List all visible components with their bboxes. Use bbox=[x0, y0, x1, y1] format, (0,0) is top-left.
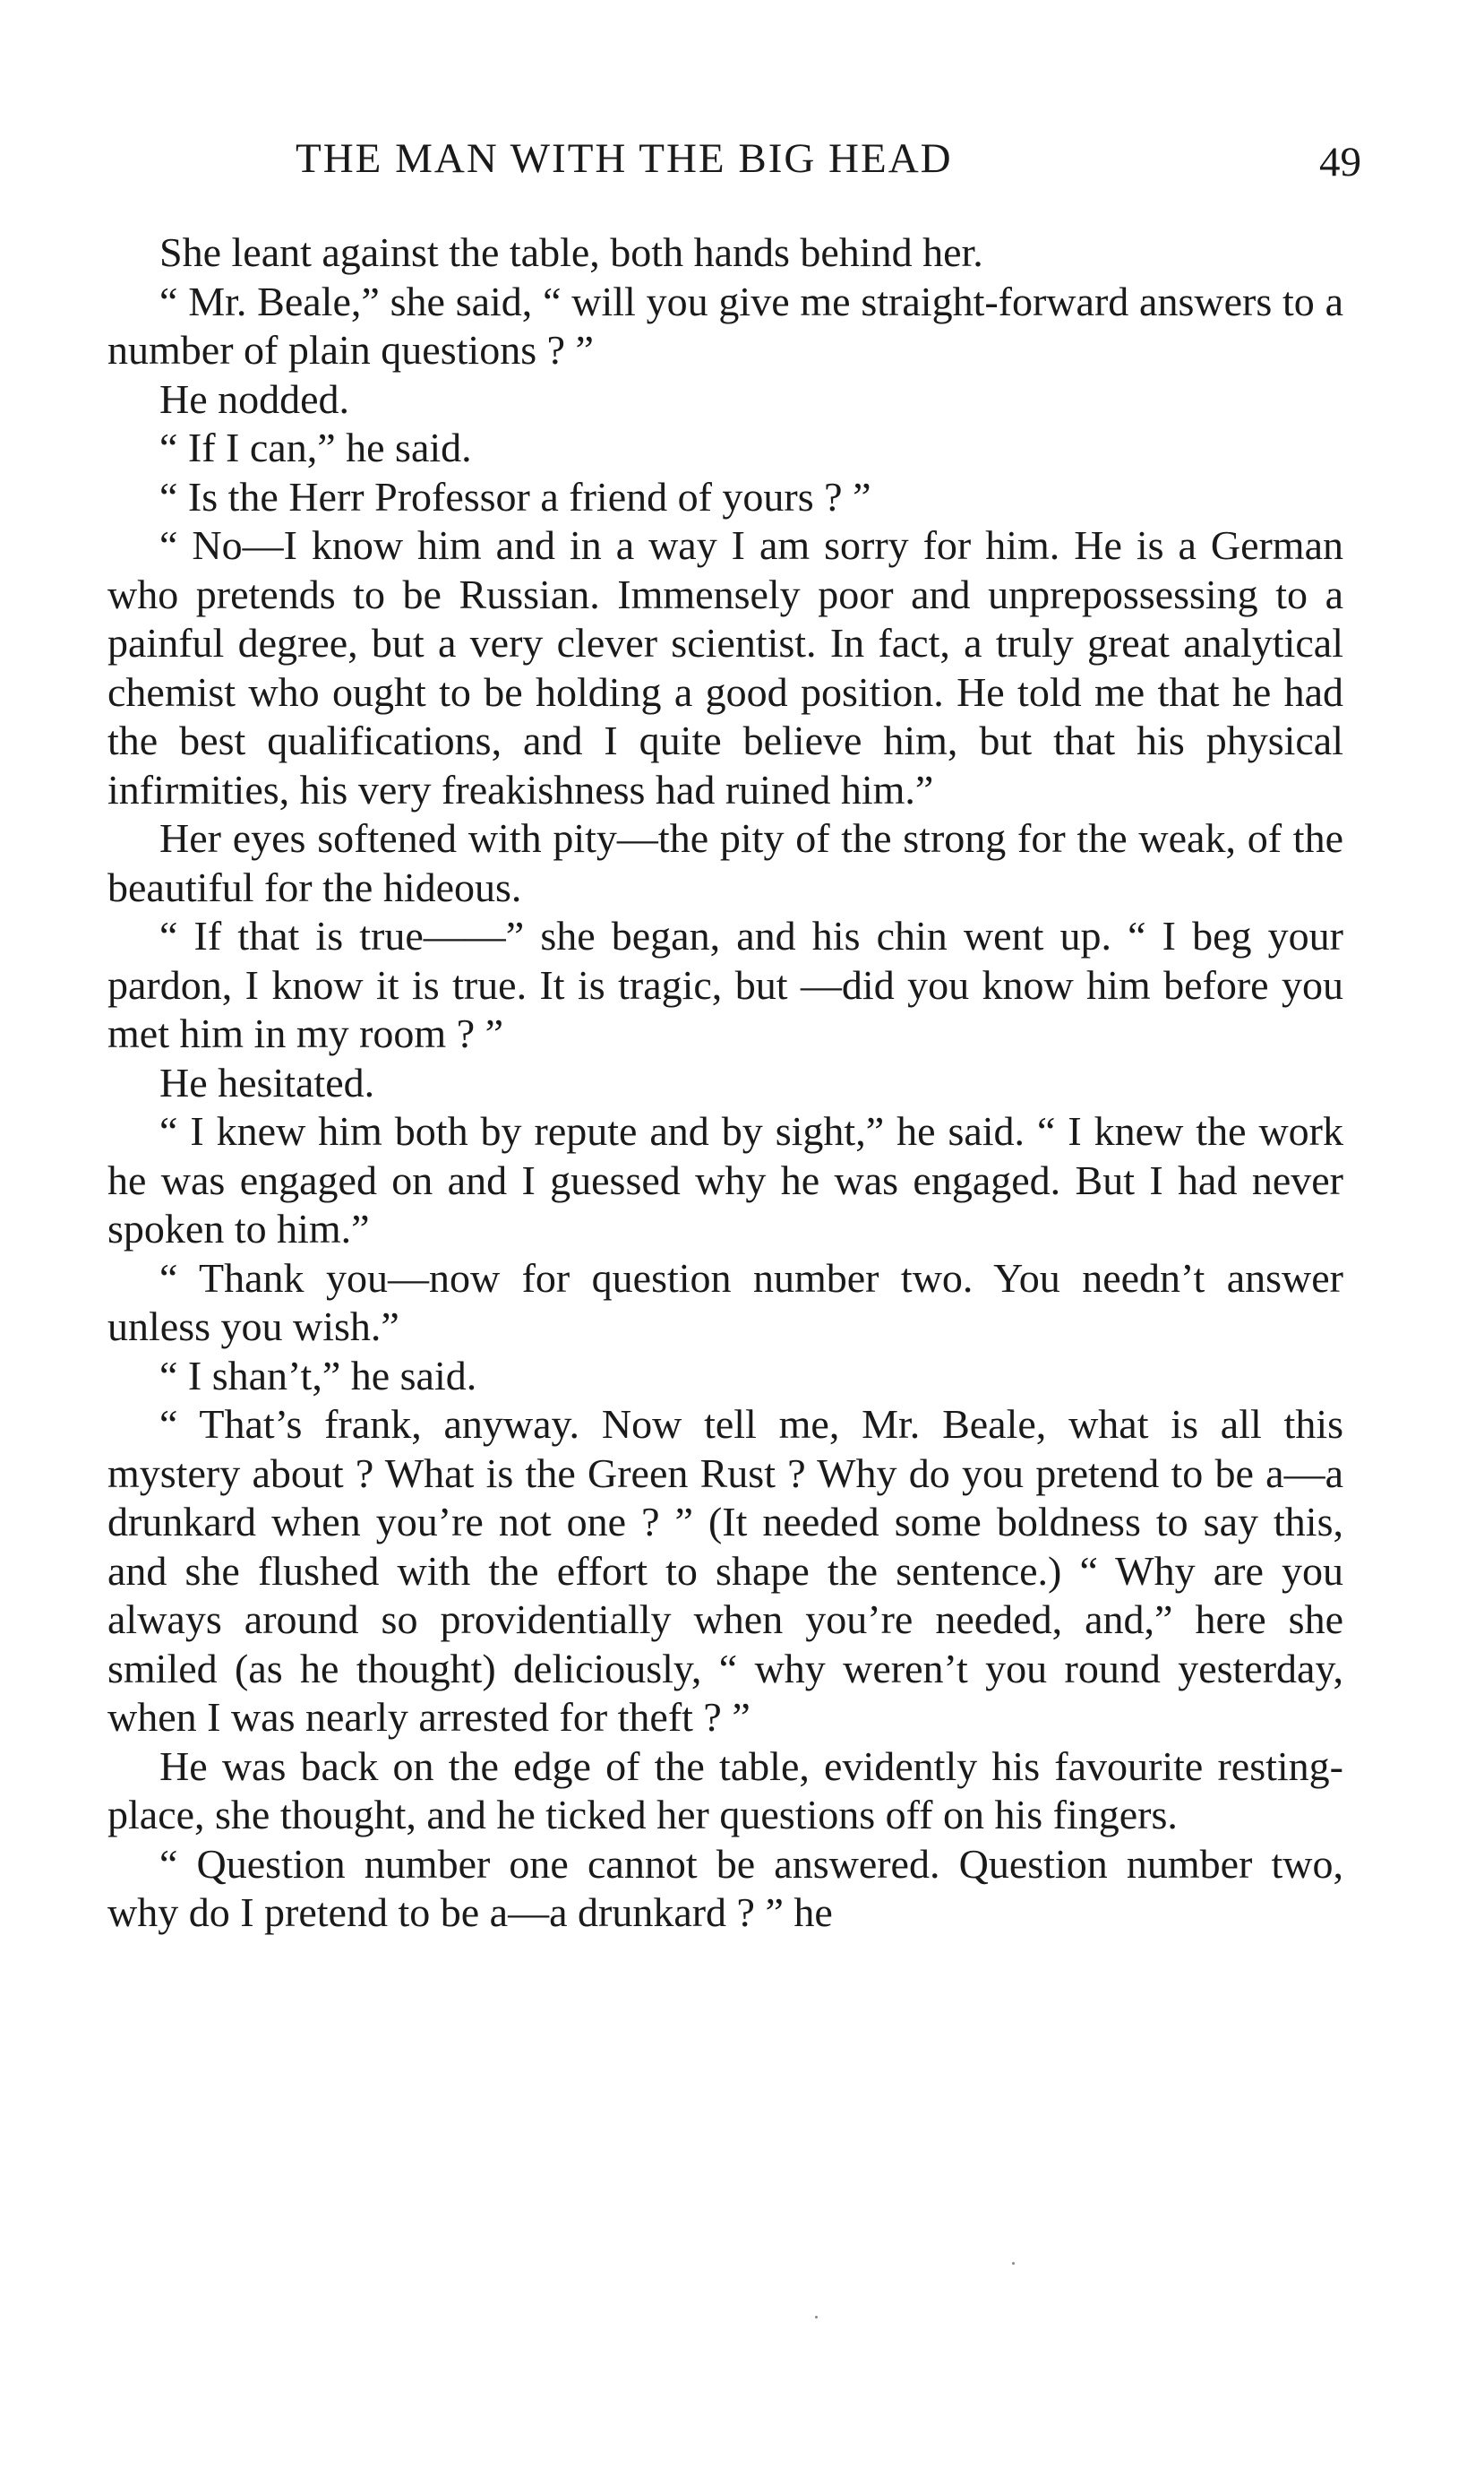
paragraph: “ If I can,” he said. bbox=[159, 425, 472, 470]
body-text bbox=[107, 228, 1343, 1938]
paragraph: “ That’s frank, anyway. Now tell me, Mr. Beale, what is all this mystery about ? What is the Green Rust ? Why do you pretend to be a—a drunkard when you’re not one ? ” (It needed some boldness to say this, and she flushed with the effort to shape the sentence.) “ Why are you always around so providentially when you’re needed, and,” here she smiled (as he thought) deliciously, “ why weren’t you round yesterday, when I was nearly arrested for theft ? ” bbox=[107, 1401, 1343, 1740]
paragraph: “ If that is true——” she began, and his chin went up. “ I beg your pardon, I know it is true. It is tragic, but —did you know him before you met him in my room ? ” bbox=[107, 913, 1343, 1056]
paragraph: He nodded. bbox=[159, 375, 350, 422]
paragraph: He was back on the edge of the table, evidently his favourite resting-place, she thought, and he ticked her questions off on his fingers. bbox=[107, 1742, 1343, 1837]
paper-speck bbox=[1012, 2262, 1015, 2265]
paragraph: “ I shan’t,” he said. bbox=[159, 1352, 477, 1398]
paragraph: She leant against the table, both hands behind her. bbox=[159, 229, 983, 275]
paragraph: “ No—I know him and in a way I am sorry for him. He is a German who pretends to be Russian. Immensely poor and unprepossessing to a painful degree, but a very clever scientist. In fact, a truly great analytical chemist who ought to be holding a good position. He told me that he had the best qualifications, and I quite believe him, but that his physical infirmities, his very freakishness had ruined him.” bbox=[107, 522, 1343, 813]
page-number: 49 bbox=[1319, 139, 1361, 185]
running-head bbox=[107, 134, 1361, 197]
paragraph: “ I knew him both by repute and by sight,” he said. “ I knew the work he was engaged on and I guessed why he was engaged. But I had never spoken to him.” bbox=[107, 1108, 1343, 1252]
running-title: THE MAN WITH THE BIG HEAD bbox=[296, 135, 953, 182]
paragraph: “ Mr. Beale,” she said, “ will you give me straight-forward answers to a number of plain questions ? ” bbox=[107, 278, 1343, 373]
paragraph: “ Question number one cannot be answered. Question number two, why do I pretend to be a—a drunkard ? ” he bbox=[107, 1840, 1343, 1935]
paragraph: “ Is the Herr Professor a friend of yours ? ” bbox=[159, 473, 871, 520]
paper-speck bbox=[815, 2316, 818, 2318]
paragraph: Her eyes softened with pity—the pity of the strong for the weak, of the beautiful for the hideous. bbox=[107, 815, 1343, 910]
paragraph: “ Thank you—now for question number two. You needn’t answer unless you wish.” bbox=[107, 1254, 1343, 1349]
paragraph: He hesitated. bbox=[159, 1059, 375, 1105]
